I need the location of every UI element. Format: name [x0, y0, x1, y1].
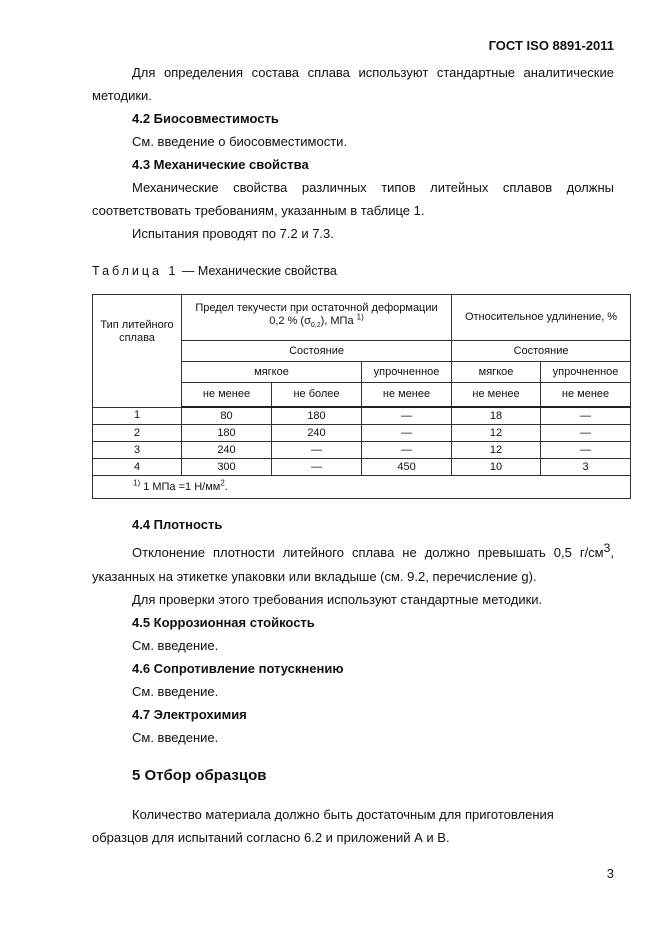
word: сплава: [351, 545, 395, 560]
cell: 12: [452, 442, 541, 459]
word: 0,5: [553, 545, 572, 560]
table-row: [93, 407, 631, 425]
table-caption: [92, 264, 337, 278]
cell: 12: [452, 425, 541, 442]
header-not-less: не менее: [182, 383, 272, 408]
header-elongation: Относительное удлинение, %: [452, 295, 631, 341]
word: типов: [381, 180, 416, 195]
footnote-end: .: [224, 480, 228, 493]
section-4-3-title: 4.3 Механические свойства: [132, 157, 309, 172]
footnote-marker: 1): [356, 312, 364, 322]
cell: 4: [93, 459, 182, 476]
section-5-line-1: Количество материала должно быть достаточным для приготовления: [132, 807, 554, 822]
header-yield-strength: [182, 295, 452, 341]
yield-unit: ), МПа: [320, 315, 354, 328]
header-soft-elongation: мягкое: [452, 362, 541, 383]
yield-subscript: 0,2: [310, 322, 321, 330]
header-not-less: не менее: [452, 383, 541, 408]
yield-text: 0,2 % (σ: [269, 315, 311, 328]
cell: 240: [272, 425, 362, 442]
cell: 10: [452, 459, 541, 476]
section-4-4-line-1: [132, 540, 614, 560]
word: превышать: [477, 545, 546, 560]
footnote-marker: 1): [133, 477, 141, 487]
cell: 300: [182, 459, 272, 476]
intro-line-2: методики.: [92, 88, 152, 103]
cell: —: [541, 442, 631, 459]
word: свойства: [233, 180, 288, 195]
word: плотности: [212, 545, 275, 560]
header-not-less: не менее: [541, 383, 631, 408]
word: аналитические: [523, 65, 614, 80]
header-hardened-elongation: упрочненное: [541, 362, 631, 383]
header-alloy-type: Тип литейного сплава: [93, 295, 182, 408]
word: Для: [132, 65, 156, 80]
word: стандартные: [436, 65, 516, 80]
table-caption-prefix: Таблица 1: [92, 264, 179, 278]
footnote-superscript: 2: [220, 477, 225, 487]
table-row: [93, 425, 631, 442]
header-yield-line-2: [182, 312, 451, 332]
word: различных: [301, 180, 367, 195]
section-4-7-text: См. введение.: [132, 730, 219, 745]
cell: 180: [272, 407, 362, 425]
header-not-more: не более: [272, 383, 362, 408]
unit-text: г/см: [579, 545, 604, 560]
word: должны: [566, 180, 614, 195]
word: состава: [251, 65, 300, 80]
section-4-5-title: 4.5 Коррозионная стойкость: [132, 615, 315, 630]
header-not-less: не менее: [362, 383, 452, 408]
cell: —: [362, 407, 452, 425]
cell: 450: [362, 459, 452, 476]
word: Отклонение: [132, 545, 205, 560]
table-row: [93, 459, 631, 476]
section-4-2-text: См. введение о биосовместимости.: [132, 134, 348, 149]
cell: 18: [452, 407, 541, 425]
section-4-3-line-3: Испытания проводят по 7.2 и 7.3.: [132, 226, 334, 241]
cell: 1: [93, 407, 182, 425]
cell: 3: [93, 442, 182, 459]
section-4-5-text: См. введение.: [132, 638, 219, 653]
word: должно: [424, 545, 470, 560]
cell: —: [541, 425, 631, 442]
section-4-4-line-3: Для проверки этого требования используют стандартные методики.: [132, 592, 543, 607]
section-4-4-title: 4.4 Плотность: [132, 517, 223, 532]
density-unit: г/см3,: [579, 540, 614, 560]
header-state-yield: Состояние: [182, 341, 452, 362]
word: сплава: [307, 65, 350, 80]
table-row: [93, 442, 631, 459]
mechanical-properties-table: [92, 294, 631, 499]
section-5-title: 5 Отбор образцов: [132, 767, 267, 784]
word: литейных: [430, 180, 489, 195]
table-caption-title: — Механические свойства: [181, 264, 337, 278]
cell: —: [272, 442, 362, 459]
intro-line-1: [132, 66, 614, 79]
header-state-elongation: Состояние: [452, 341, 631, 362]
section-5-line-2: образцов для испытаний согласно 6.2 и приложений А и В.: [92, 830, 450, 845]
section-4-4-line-2: указанных на этикетке упаковки или вкладыше (см. 9.2, перечисление g).: [92, 569, 537, 584]
word: сплавов: [502, 180, 553, 195]
footnote-text: 1 МПа =1 Н/мм: [143, 480, 221, 493]
cell: 80: [182, 407, 272, 425]
cell: 2: [93, 425, 182, 442]
table-footnote: [93, 476, 631, 499]
section-4-6-title: 4.6 Сопротивление потускнению: [132, 661, 344, 676]
cell: 3: [541, 459, 631, 476]
page-number: 3: [606, 866, 614, 881]
header-yield-line-1: Предел текучести при остаточной деформации: [195, 302, 438, 315]
cell: —: [362, 442, 452, 459]
header-soft-yield: мягкое: [182, 362, 362, 383]
comma: ,: [610, 545, 614, 560]
document-header: ГОСТ ISO 8891-2011: [488, 38, 614, 53]
word: используют: [358, 65, 429, 80]
section-4-2-title: 4.2 Биосовместимость: [132, 111, 279, 126]
section-4-7-title: 4.7 Электрохимия: [132, 707, 247, 722]
cell: 180: [182, 425, 272, 442]
cell: —: [362, 425, 452, 442]
section-4-3-line-2: соответствовать требованиям, указанным в таблице 1.: [92, 203, 425, 218]
word: литейного: [282, 545, 344, 560]
word: определения: [163, 65, 244, 80]
cell: —: [541, 407, 631, 425]
section-4-6-text: См. введение.: [132, 684, 219, 699]
cell: 240: [182, 442, 272, 459]
section-4-3-line-1: [132, 181, 614, 194]
word: не: [402, 545, 417, 560]
cell: —: [272, 459, 362, 476]
word: Механические: [132, 180, 219, 195]
header-hardened-yield: упрочненное: [362, 362, 452, 383]
